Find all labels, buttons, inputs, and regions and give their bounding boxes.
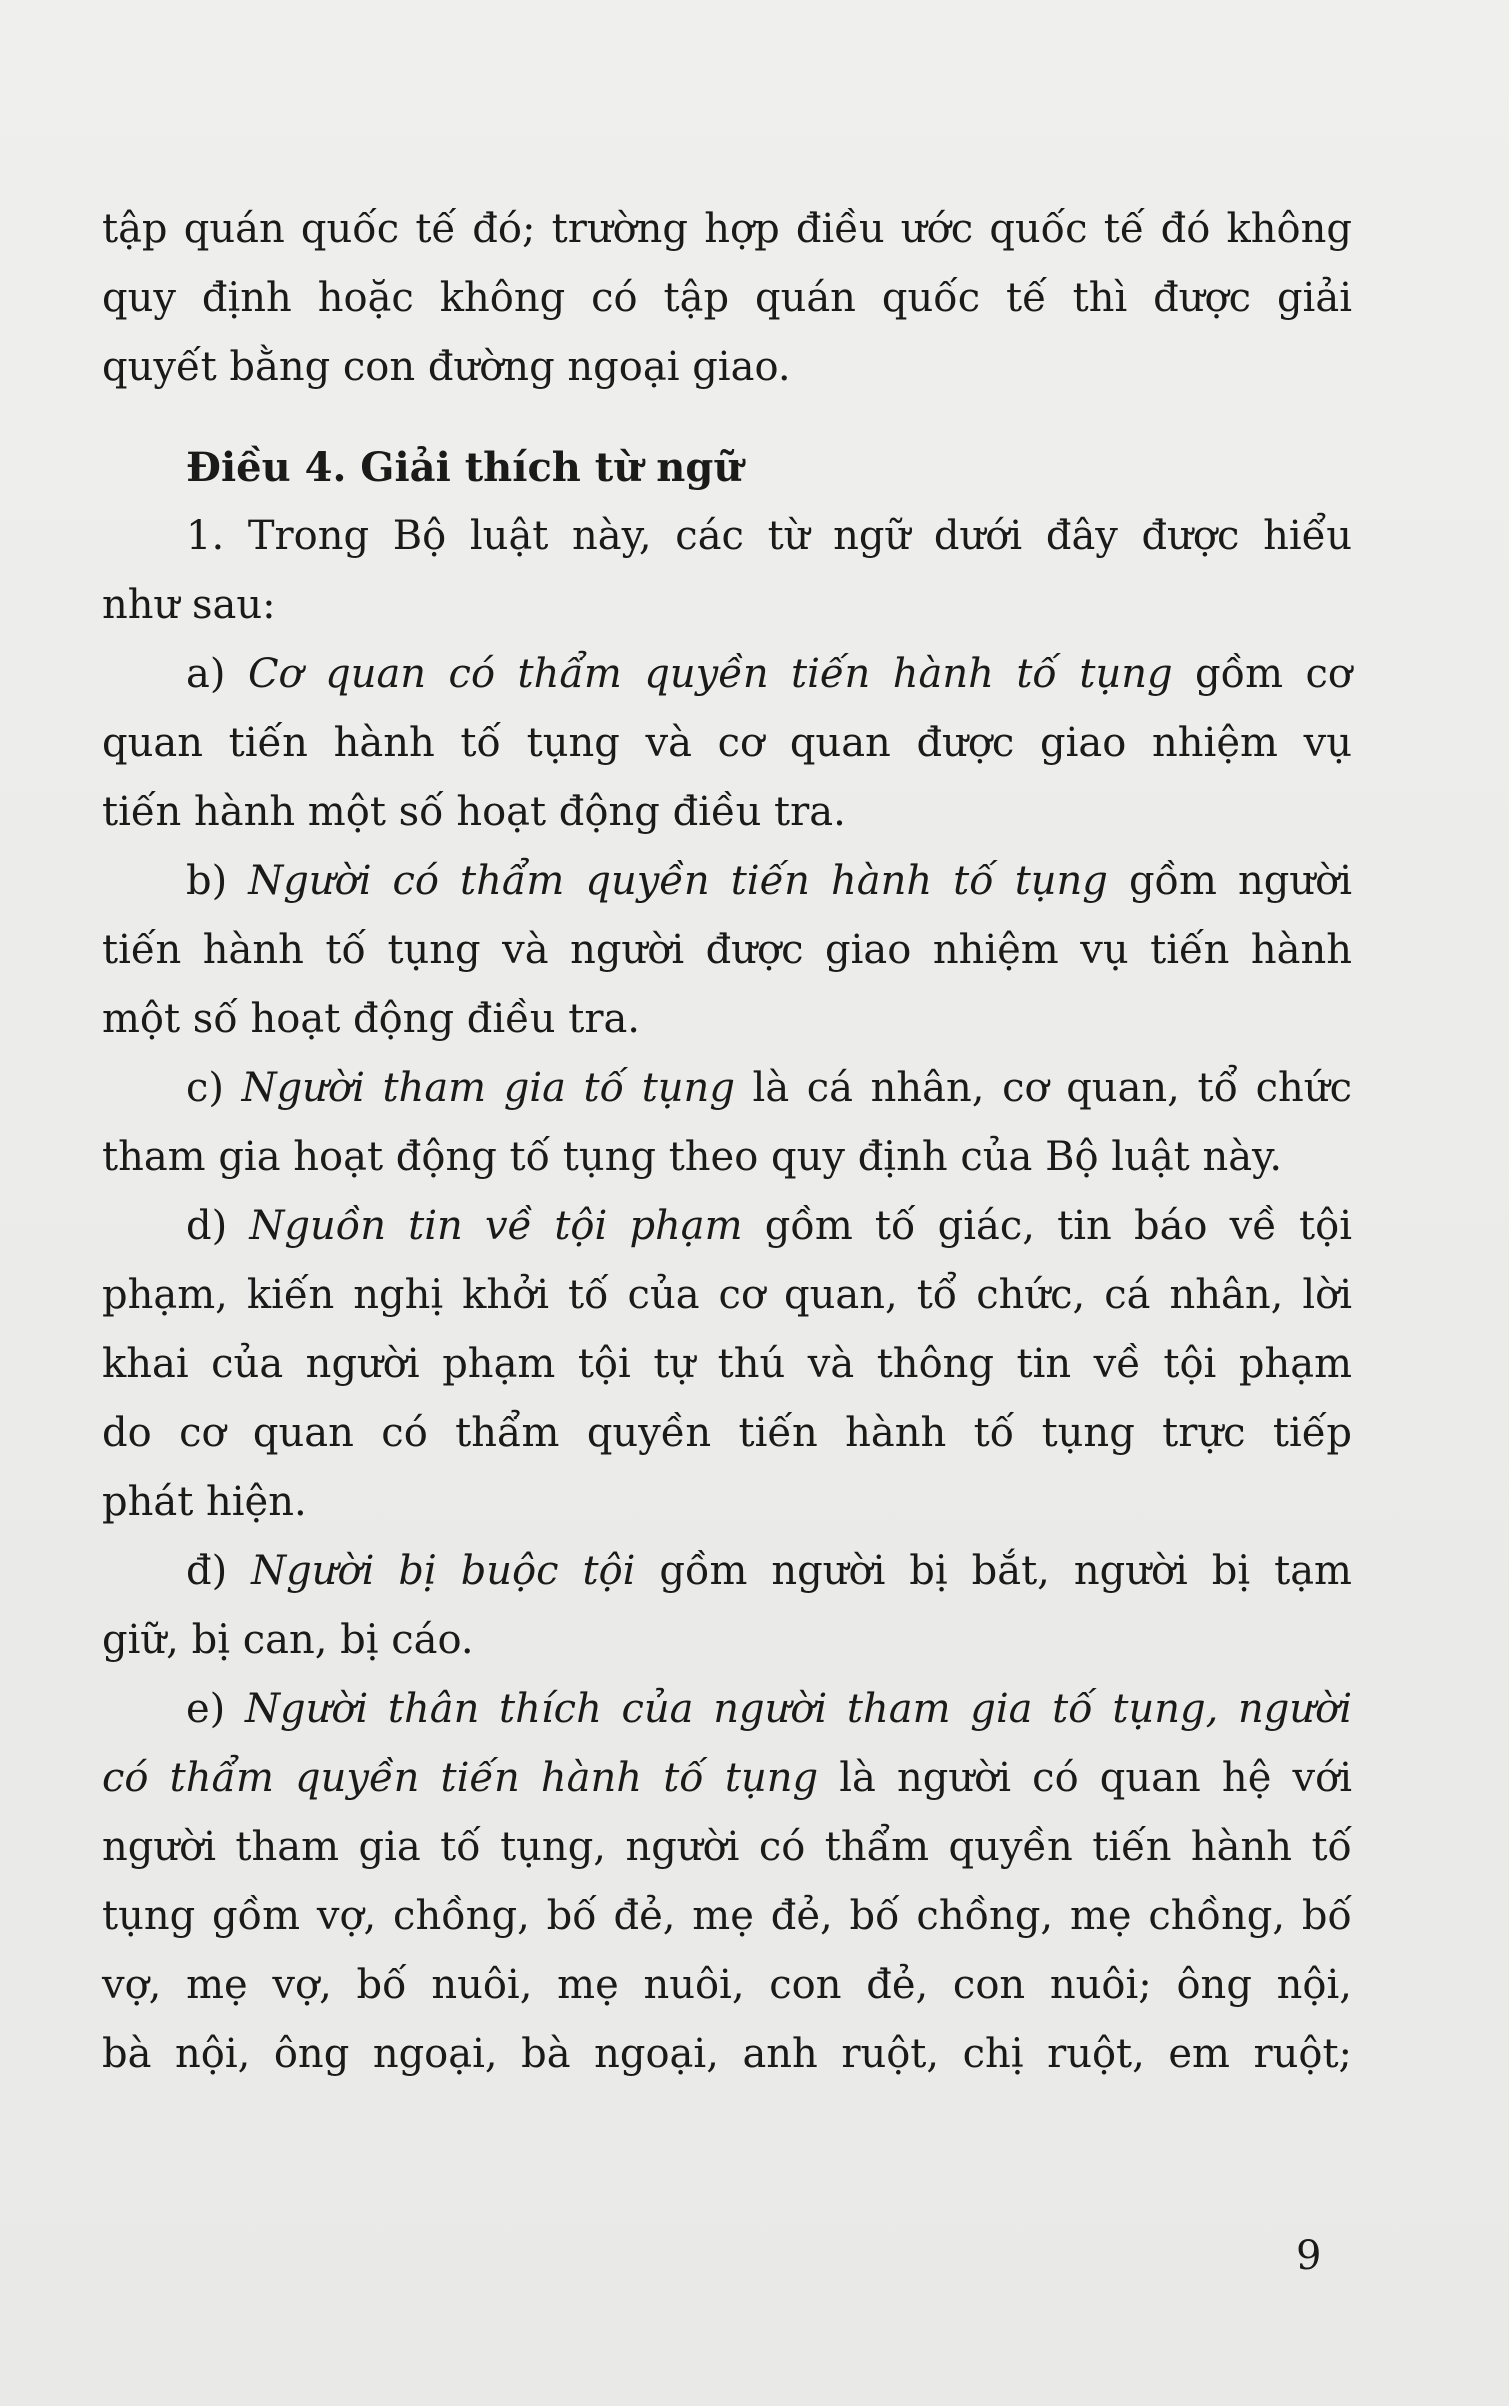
page-number: 9	[1296, 2233, 1322, 2279]
defined-term: Người bị buộc tội	[251, 1548, 636, 1594]
text-line: tụng gồm vợ, chồng, bố đẻ, mẹ đẻ, bố chồng, mẹ chồng, bố	[102, 1893, 1352, 1939]
text-line: do cơ quan có thẩm quyền tiến hành tố tụng trực tiếp	[102, 1410, 1352, 1456]
text-line: vợ, mẹ vợ, bố nuôi, mẹ nuôi, con đẻ, con nuôi; ông nội,	[102, 1962, 1352, 2008]
text-line: như sau:	[102, 582, 276, 628]
text-line: quyết bằng con đường ngoại giao.	[102, 344, 791, 390]
text-line: bà nội, ông ngoại, bà ngoại, anh ruột, chị ruột, em ruột;	[102, 2031, 1352, 2077]
text-line: quan tiến hành tố tụng và cơ quan được giao nhiệm vụ	[102, 720, 1352, 766]
defined-term: Người tham gia tố tụng	[241, 1065, 735, 1111]
text-line: một số hoạt động điều tra.	[102, 996, 641, 1042]
definition-e-line-cont: có thẩm quyền tiến hành tố tụng là người có quan hệ với	[102, 1755, 1352, 1801]
text-line: khai của người phạm tội tự thú và thông tin về tội phạm	[102, 1341, 1352, 1387]
definition-d-line: d) Nguồn tin về tội phạm gồm tố giác, tin báo về tội	[186, 1203, 1352, 1249]
text-line: quy định hoặc không có tập quán quốc tế thì được giải	[102, 275, 1352, 321]
text-line: 1. Trong Bộ luật này, các từ ngữ dưới đây được hiểu	[186, 513, 1352, 559]
defined-term: Cơ quan có thẩm quyền tiến hành tố tụng	[247, 651, 1173, 697]
text-line: tiến hành một số hoạt động điều tra.	[102, 789, 846, 835]
defined-term: Người thân thích của người tham gia tố tụng, người	[244, 1686, 1352, 1732]
text-line: phạm, kiến nghị khởi tố của cơ quan, tổ chức, cá nhân, lời	[102, 1272, 1352, 1318]
text-line: tham gia hoạt động tố tụng theo quy định của Bộ luật này.	[102, 1134, 1283, 1180]
text-line: tiến hành tố tụng và người được giao nhiệm vụ tiến hành	[102, 927, 1352, 973]
text-line: phát hiện.	[102, 1479, 307, 1525]
defined-term: Nguồn tin về tội phạm	[249, 1203, 743, 1249]
defined-term: có thẩm quyền tiến hành tố tụng	[102, 1755, 819, 1801]
body-text	[102, 195, 1352, 2089]
defined-term: Người có thẩm quyền tiến hành tố tụng	[248, 858, 1108, 904]
definition-dd-line: đ) Người bị buộc tội gồm người bị bắt, người bị tạm	[186, 1548, 1352, 1594]
definition-a-line: a) Cơ quan có thẩm quyền tiến hành tố tụng gồm cơ	[186, 651, 1353, 697]
text-line: người tham gia tố tụng, người có thẩm quyền tiến hành tố	[102, 1824, 1352, 1870]
text-line: tập quán quốc tế đó; trường hợp điều ước quốc tế đó không	[102, 206, 1352, 252]
definition-c-line: c) Người tham gia tố tụng là cá nhân, cơ quan, tổ chức	[186, 1065, 1352, 1111]
definition-e-line: e) Người thân thích của người tham gia tố tụng, người	[186, 1686, 1352, 1732]
text-line: giữ, bị can, bị cáo.	[102, 1617, 474, 1663]
article-heading: Điều 4. Giải thích từ ngữ	[186, 444, 743, 491]
definition-b-line: b) Người có thẩm quyền tiến hành tố tụng gồm người	[186, 858, 1352, 904]
